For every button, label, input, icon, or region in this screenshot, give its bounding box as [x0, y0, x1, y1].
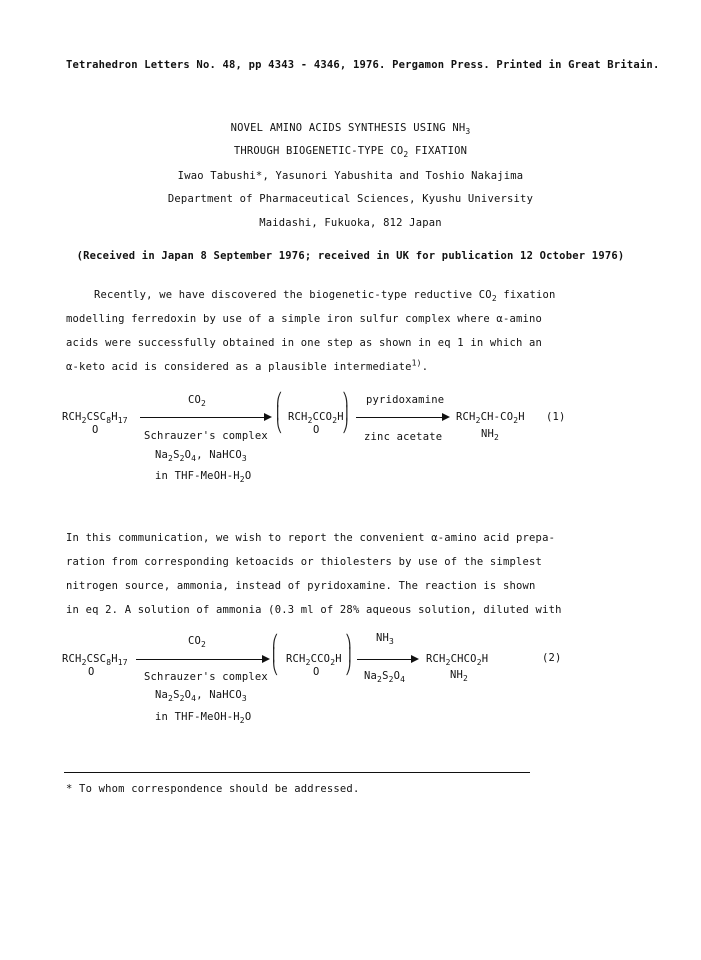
eq2-reagent-nh3: $NH_3$: [376, 632, 395, 647]
eq1-arrow2-head: [442, 413, 450, 421]
eq2-intermediate: $RCH_2CCO_2H$: [286, 653, 342, 668]
para2-line2: ration from corresponding ketoacids or thiolesters by use of the simplest: [66, 556, 543, 568]
eq1-product-nh2: $NH_2$: [481, 428, 500, 443]
para1-line1: Recently, we have discovered the biogenetic-type reductive $CO_2$ fixation: [94, 289, 556, 304]
title-line-2: THROUGH BIOGENETIC-TYPE $CO_2$ FIXATION: [233, 145, 468, 160]
eq2-condition-salts: $Na_2S_2O_4$, NaHCO$_3$: [155, 689, 247, 704]
eq2-reactant-oxygen: O: [88, 666, 95, 678]
eq2-condition-solvent: in THF-$MeOH-H_2O$: [155, 711, 252, 726]
title-line-1: NOVEL AMINO ACIDS SYNTHESIS USING $NH_3$: [230, 122, 471, 137]
eq2-arrow1-line: [136, 659, 264, 660]
para1-line4: α-keto acid is considered as a plausible intermediate$^{1)}$.: [66, 358, 429, 373]
para2-line4: in eq 2. A solution of ammonia (0.3 ml of 28% aqueous solution, diluted with: [66, 604, 562, 616]
footnote-rule: [64, 772, 530, 773]
para1-line3: acids were successfully obtained in one step as shown in eq 1 in which an: [66, 337, 543, 349]
received-dates: (Received in Japan 8 September 1976; received in UK for publication 12 October 1976): [76, 250, 625, 262]
address: Maidashi, Fukuoka, 812 Japan: [259, 217, 442, 229]
eq1-condition-zinc: zinc acetate: [364, 431, 443, 443]
eq1-condition-salts: $Na_2S_2O_4$, NaHCO$_3$: [155, 449, 247, 464]
eq2-condition-schrauzer: Schrauzer's complex: [144, 671, 268, 683]
eq2-brace-right: ⎞ ⎟ ⎠: [345, 635, 352, 676]
affiliation: Department of Pharmaceutical Sciences, Kyushu University: [167, 193, 534, 205]
eq2-arrow2-head: [411, 655, 419, 663]
eq1-brace-left: ⎛ ⎜ ⎝: [276, 393, 283, 434]
eq1-reagent-pyridoxamine: pyridoxamine: [366, 394, 445, 406]
eq2-intermediate-oxygen: O: [313, 666, 320, 678]
footnote: * To whom correspondence should be addressed.: [66, 783, 360, 795]
para2-line3: nitrogen source, ammonia, instead of pyridoxamine. The reaction is shown: [66, 580, 536, 592]
eq1-number: (1): [546, 411, 566, 423]
eq2-reagent-co2: $CO_2$: [188, 635, 207, 650]
eq1-condition-schrauzer: Schrauzer's complex: [144, 430, 268, 442]
journal-header: Tetrahedron Letters No. 48, pp 4343 - 4346, 1976. Pergamon Press. Printed in Great Britain.: [66, 59, 660, 71]
eq2-arrow1-head: [262, 655, 270, 663]
eq1-condition-solvent: in THF-$MeOH-H_2O$: [155, 470, 252, 485]
eq1-intermediate: $RCH_2CCO_2H$: [288, 411, 344, 426]
eq2-arrow2-line: [357, 659, 413, 660]
eq2-number: (2): [542, 652, 562, 664]
eq1-arrow1-line: [140, 417, 266, 418]
eq1-intermediate-oxygen: O: [313, 424, 320, 436]
eq1-product: $RCH_2CH-CO_2H$: [456, 411, 525, 426]
eq1-reactant: $RCH_2CSC_8H_{17}$: [62, 411, 128, 426]
eq2-product: $RCH_2CHCO_2H$: [426, 653, 489, 668]
para1-line2: modelling ferredoxin by use of a simple iron sulfur complex where α-amino: [66, 313, 543, 325]
eq2-reactant: $RCH_2CSC_8H_{17}$: [62, 653, 128, 668]
eq1-reactant-oxygen: O: [92, 424, 99, 436]
eq1-arrow1-head: [264, 413, 272, 421]
eq1-reagent-co2: $CO_2$: [188, 394, 207, 409]
eq2-condition-dithionite: $Na_2S_2O_4$: [364, 670, 406, 685]
eq2-product-nh2: $NH_2$: [450, 669, 469, 684]
eq1-brace-right: ⎞ ⎟ ⎠: [342, 393, 349, 434]
eq2-brace-left: ⎛ ⎜ ⎝: [272, 635, 279, 676]
eq1-arrow2-line: [356, 417, 444, 418]
para2-line1: In this communication, we wish to report the convenient α-amino acid prepa-: [66, 532, 556, 544]
authors: Iwao Tabushi*, Yasunori Yabushita and Toshio Nakajima: [177, 170, 524, 182]
